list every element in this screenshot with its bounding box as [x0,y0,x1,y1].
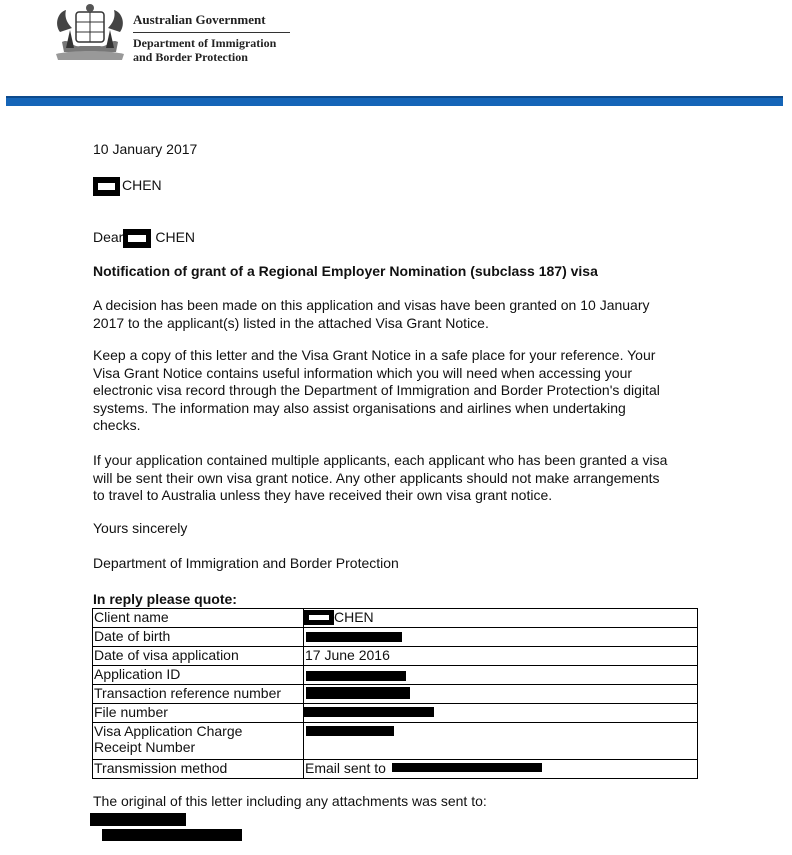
recipient-line [93,177,162,196]
letter-date: 10 January 2017 [93,141,198,157]
original-sent-to: The original of this letter including any attachments was sent to: [93,793,487,809]
redacted-first-name [304,610,334,625]
department-name-line1: Department of Immigration [133,36,277,50]
table-label: Date of birth [93,628,304,647]
client-surname: CHEN [334,609,374,625]
salutation-line [93,229,195,248]
table-value [304,723,698,760]
table-row [93,609,698,628]
paragraph-multiple-applicants [93,452,667,505]
paragraph-keep-copy [93,347,660,435]
table-label: Transaction reference number [93,685,304,704]
redacted-address-line2 [102,829,242,841]
redaction-bar [304,707,434,717]
table-label: Date of visa application [93,647,304,666]
header-bar-edge [6,96,783,98]
table-label-line: Receipt Number [94,739,196,755]
department-name-line2: and Border Protection [133,50,248,64]
letterhead [52,2,312,66]
redaction-bar [392,763,542,772]
table-row [93,647,698,666]
salutation: Dear [93,229,124,246]
transmission-text: Email sent to [305,760,386,776]
signature: Department of Immigration and Border Protection [93,555,399,571]
table-value [304,609,698,628]
paragraph-decision [93,297,650,332]
redaction-bar [306,671,406,681]
table-row [93,685,698,704]
header-divider [133,32,290,33]
table-label: Client name [93,609,304,628]
paragraph-line: checks. [93,417,141,433]
table-value [304,760,698,779]
redaction-bar [306,687,410,699]
table-label: File number [93,704,304,723]
reply-quote-table [92,608,698,779]
table-label-line: Visa Application Charge [94,723,243,739]
paragraph-line: will be sent their own visa grant notice. Any other applicants should not make arrangements [93,469,660,486]
table-value [304,666,698,685]
redacted-first-name [93,177,120,196]
table-row [93,666,698,685]
table-row [93,760,698,779]
paragraph-line: systems. The information may also assist organisations and airlines when undertaking [93,399,626,416]
table-label: Transmission method [93,760,304,779]
redaction-bar [306,632,402,642]
paragraph-line: If your application contained multiple applicants, each applicant who has been granted a visa [93,452,668,468]
salutation-surname: CHEN [155,229,196,246]
table-row [93,723,698,760]
letter-subject: Notification of grant of a Regional Employer Nomination (subclass 187) visa [93,263,598,279]
table-label: Application ID [93,666,304,685]
closing: Yours sincerely [93,520,188,536]
recipient-surname: CHEN [122,177,162,194]
paragraph-line: Visa Grant Notice contains useful information which you will need when accessing your [93,364,633,381]
table-row [93,704,698,723]
government-title: Australian Government [133,12,266,27]
table-value: 17 June 2016 [304,647,698,666]
paragraph-line: electronic visa record through the Department of Immigration and Border Protection's digital [93,382,660,398]
redaction-bar [306,726,394,736]
table-value [304,628,698,647]
paragraph-line: to travel to Australia unless they have received their own visa grant notice. [93,487,553,503]
reply-heading: In reply please quote: [93,591,237,607]
redacted-first-name [123,229,151,248]
coat-of-arms-icon [52,2,128,64]
table-value [304,704,698,723]
paragraph-line: 2017 to the applicant(s) listed in the attached Visa Grant Notice. [93,314,489,331]
paragraph-line: Keep a copy of this letter and the Visa Grant Notice in a safe place for your reference. Your [93,347,656,363]
table-label [93,723,304,760]
paragraph-line: A decision has been made on this application and visas have been granted on 10 January [93,297,650,313]
table-row [93,628,698,647]
redacted-address-line1 [90,813,186,826]
table-value [304,685,698,704]
